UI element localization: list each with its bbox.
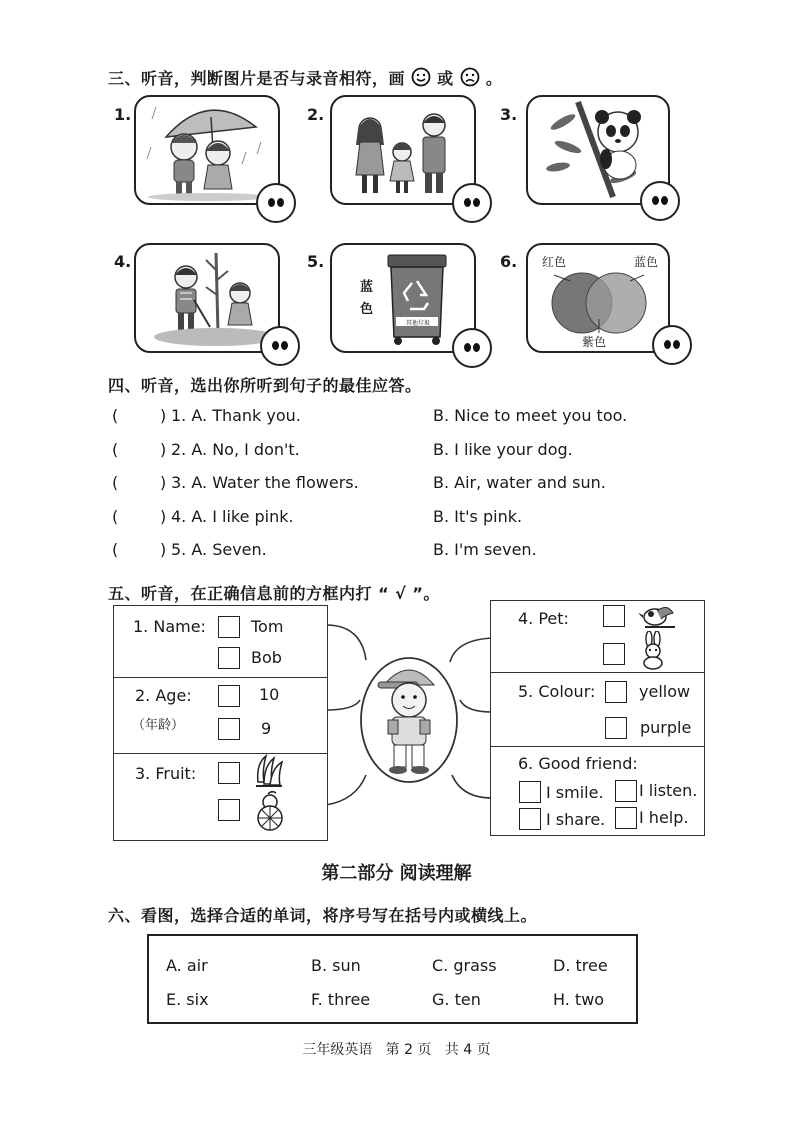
option-b: B. I like your dog. [433,440,573,459]
answer-paren-close: ) [160,406,167,425]
answer-paren-close: ) [160,540,167,559]
answer-paren-open[interactable]: ( [112,473,119,492]
checkbox-yellow[interactable] [605,681,627,703]
word-option-e: E. six [166,990,209,1009]
option-bob: Bob [251,648,282,667]
section5-heading: 五、听音，在正确信息前的方框内打 “ √ ”。 [108,584,440,603]
option-b: B. I'm seven. [433,540,537,559]
answer-paren-open[interactable]: ( [112,440,119,459]
answer-face[interactable] [452,183,492,223]
bin-sign-text: 其他垃圾 [405,320,430,327]
word-option-g: G. ten [432,990,481,1009]
checkbox-banana[interactable] [218,762,240,784]
colour-box [490,672,705,748]
answer-paren-open[interactable]: ( [112,540,119,559]
option-tom: Tom [251,617,284,636]
section6-heading: 六、看图，选择合适的单词，将序号写在括号内或横线上。 [108,906,538,925]
word-option-a: A. air [166,956,208,975]
checkbox-tom[interactable] [218,616,240,638]
section3-heading: 三、听音，判断图片是否与录音相符，画 或 。 [108,69,503,88]
banana-icon [252,752,286,790]
page-footer: 三年级英语 第 2 页 共 4 页 [302,1042,491,1058]
smile-face-icon [411,67,431,87]
picture-number: 5. [307,252,325,271]
answer-face[interactable] [640,181,680,221]
picture-number: 2. [307,105,325,124]
good-friend-label: 6. Good friend: [518,754,638,773]
mind-map-connectors [326,600,492,850]
option-yellow: yellow [639,682,691,701]
checkbox-orange[interactable] [218,799,240,821]
colour-label: 5. Colour: [518,682,596,701]
answer-paren-close: ) [160,473,167,492]
checkbox-listen[interactable] [615,780,637,802]
checkbox-help[interactable] [615,807,637,829]
name-label: 1. Name: [133,617,206,636]
word-option-d: D. tree [553,956,608,975]
option-b: B. It's pink. [433,507,523,526]
family-illustration [332,97,474,203]
word-option-f: F. three [311,990,371,1009]
picture-number: 6. [500,252,518,271]
option-a: 3. A. Water the flowers. [171,473,359,492]
age-label: 2. Age: [135,686,192,705]
checkbox-rabbit[interactable] [603,643,625,665]
picture-card-umbrella [134,95,280,205]
option-a: 1. A. Thank you. [171,406,301,425]
option-age-10: 10 [259,685,280,704]
picture-card-planting [134,243,280,353]
rabbit-icon [637,631,669,671]
picture-card-family [330,95,476,205]
answer-face[interactable] [652,325,692,365]
checkbox-share[interactable] [519,808,541,830]
checkbox-bird[interactable] [603,605,625,627]
fruit-box [113,753,328,841]
purple-label: 紫色 [582,335,607,349]
umbrella-kids-illustration [136,97,278,203]
name-box [113,605,328,679]
answer-face[interactable] [260,326,300,366]
option-share: I share. [546,810,606,829]
bird-icon [637,601,677,631]
answer-paren-close: ) [160,507,167,526]
answer-face[interactable] [256,183,296,223]
option-a: 2. A. No, I don't. [171,440,300,459]
pet-box [490,600,705,674]
option-a: 4. A. I like pink. [171,507,294,526]
sad-face-icon [460,67,480,87]
pet-label: 4. Pet: [518,609,569,628]
blue-label: 蓝色 [634,255,659,269]
word-option-h: H. two [553,990,605,1009]
option-b: B. Air, water and sun. [433,473,606,492]
checkbox-purple[interactable] [605,717,627,739]
picture-card-color-mixing [526,243,670,353]
color-venn-illustration [544,271,654,335]
picture-number: 3. [500,105,518,124]
age-box [113,677,328,755]
option-age-9: 9 [261,719,272,738]
orange-icon [252,790,288,832]
word-bank [147,934,638,1024]
option-help: I help. [639,808,689,827]
option-b: B. Nice to meet you too. [433,406,628,425]
option-listen: I listen. [639,781,698,800]
checkbox-smile[interactable] [519,781,541,803]
answer-paren-open[interactable]: ( [112,507,119,526]
recycle-bin-illustration [386,253,448,345]
picture-number: 1. [114,105,132,124]
option-smile: I smile. [546,783,604,802]
part2-title: 第二部分 阅读理解 [321,863,472,884]
option-a: 5. A. Seven. [171,540,267,559]
checkbox-bob[interactable] [218,647,240,669]
answer-face[interactable] [452,328,492,368]
picture-number: 4. [114,252,132,271]
good-friend-box [490,746,705,836]
section4-heading: 四、听音，选出你所听到句子的最佳应答。 [108,376,422,395]
answer-paren-close: ) [160,440,167,459]
red-label: 红色 [542,255,567,269]
age-sublabel: （年龄） [132,718,185,733]
word-option-c: C. grass [432,956,497,975]
fruit-label: 3. Fruit: [135,764,197,783]
checkbox-age-9[interactable] [218,718,240,740]
word-option-b: B. sun [311,956,361,975]
checkbox-age-10[interactable] [218,685,240,707]
bin-color-label: 蓝色 [360,280,374,317]
answer-paren-open[interactable]: ( [112,406,119,425]
planting-tree-illustration [136,245,278,351]
option-purple: purple [640,718,692,737]
